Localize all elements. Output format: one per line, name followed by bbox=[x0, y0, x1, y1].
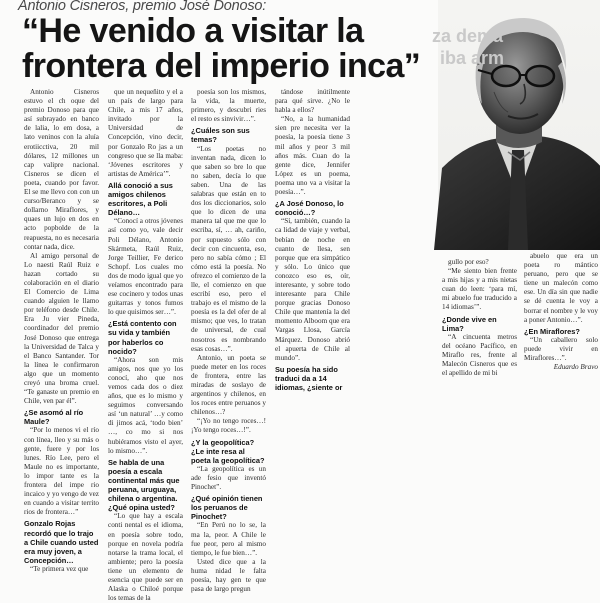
body-paragraph: “La geopolítica es un ade fesio que inventó Pinochet”. bbox=[191, 464, 266, 492]
body-paragraph: “Los poetas no inventan nada, dicen lo que saben so bre lo que no saben, decía lo que saben. Una de las salabras que están en to dos los diccionarios, solo que lo dicen de una manera tal que me que lo escriba, sí, … ah, cariño, por supuesto sólo con decir con cincuenta, eso, pero no sabía cómo ; El cómo está la poesía. No ofrezco el comienzo de la lle, el comienzo en que escribí eso, pero el trabajo es el mismo de la poesía es la del ofer de al mismo; que ves, lo tratan de universal, de cual nosotros es nombrando esas cosas…”. bbox=[191, 144, 266, 353]
interview-question: ¿Y la geopolítica? ¿Le inte resa al poeta la geopolítica? bbox=[191, 437, 265, 465]
interview-question: Allá conoció a sus amigos chilenos escritores, a Poli Délano… bbox=[108, 180, 173, 218]
body-paragraph: Antonio, un poeta se puede meter en los roces de frontera, entre las miradas de soslayo de argentinos y chilenos, en los roces entre peruanos y chilenos…? bbox=[191, 353, 266, 417]
body-paragraph: “¡Yo no tengo roces…! ¡Yo tengo roces…!”. bbox=[191, 417, 266, 435]
body-paragraph: “Por lo menos vi el río con línea, lleo y su más o gente, fuere y por los lunes. Río Lee, pero el Maule no es importante, lo impor tante es la frontera del impe rio incaico y yo vengo de vez en cuando a visitar territo rios de frontera…” bbox=[24, 426, 99, 517]
body-paragraph: “Te primera vez que bbox=[30, 564, 89, 573]
portrait-illustration bbox=[438, 0, 600, 250]
body-paragraph: abuelo que era un poeta ro mántico peruano, pero que se tiene un malecón como ese. Un día sin que nadie se dé cuenta le voy a borrar el nombre y le voy a poner Antonio…”. bbox=[524, 252, 598, 324]
interview-question: ¿Está contento con su vida y también por haberlos co nocido? bbox=[108, 319, 177, 356]
interview-question: ¿En Miraflores? bbox=[524, 326, 580, 336]
body-paragraph: Al amigo personal de Lo naesti Raúl Ruiz e hazan cortado su colaboración en el diario El Comercio de Lima cuando alguien le llamo por teléfono desde Chile. Era Ju vier Pineda, coordinador del premio José Donoso que entrega la Universidad de Talca y el Banco Santander. Tor la línea le confirmaron algo que un momento creyó una broma cruel. “Te ganaste un premio en Chile, ven par él”. bbox=[24, 251, 99, 406]
interview-question: ¿A José Donoso, lo conoció…? bbox=[275, 199, 344, 218]
body-paragraph: “No, a la humanidad sien pre necesita ver la poesía, la poesía tiene 3 mil años y peor 3 mil años más. Cuan do la gente dice, Jennifer López es un poema, poema uno va a visitar la poesía…”. bbox=[275, 115, 350, 197]
text-column-2 bbox=[108, 88, 183, 603]
interview-question: Su poesía ha sido traduci da a 14 idiomas, ¿siente or bbox=[275, 364, 343, 392]
interview-question: Gonzalo Rojas recordó que lo trajo a Chile cuando usted era muy joven, a Concepción… bbox=[24, 519, 99, 565]
body-paragraph: gullo por eso? bbox=[448, 258, 489, 266]
article-kicker: Antonio Cisneros, premio José Donoso: bbox=[18, 0, 267, 14]
body-paragraph: “Me siento bien frente a mis hijas y a mis nietas cuan do leen: ‘para mí, mi abuelo fue traducido a 14 idiomas’”. bbox=[442, 267, 517, 312]
body-paragraph: Usted dice que a la huma nidad le falta poesía, hay gen te que pasa de largo pregun bbox=[191, 557, 266, 594]
interview-question: ¿Qué opinión tienen los peruanos de Pinochet? bbox=[191, 494, 263, 522]
body-paragraph: que un nequeñito y el a un país de largo para Chile, a mis 17 años, invitado por la Universidad de Concepción, vino decir, por Gonzalo Ro jas a un congreso que se lla maba: ‘Jóvenes escritores y artistas de América’”. bbox=[108, 88, 183, 178]
body-paragraph: “A cincuenta metros del océano Pacífico, en Miraflo res, frente al Malecón Cisneros que es el apellido de mi bi bbox=[442, 332, 517, 378]
body-paragraph: “Sí, también, cuando la ca lidad de viaje y verbal, bebían de noche en cuanto de llesa, sen porque que era simpático y sólo. Lo único que conozco eso es, oír, interesante, y sobre todo interesante para Chile porque gracias Donoso Chile que mantenía la del momento Alboom que era Vargas Llosa, García Márquez. Donoso abrió el apuerta de Chile al mundo”. bbox=[275, 217, 350, 362]
text-column-3 bbox=[191, 88, 266, 594]
text-column-1 bbox=[24, 88, 99, 573]
text-column-5 bbox=[442, 258, 517, 492]
text-column-4 bbox=[275, 88, 350, 492]
interview-question: ¿Se asomó al río Maule? bbox=[24, 408, 84, 427]
headline-line-1: “He venido a visitar la bbox=[22, 12, 364, 50]
body-paragraph: “Ahora son mis amigos, nos que yo los conocí, aho que nos vemos cada dos o diez años, que es lo mismo y seguimos conversando así ‘un natural’ …y como di jimos acá, ‘todo bien’ …, co mo si nos hubiéramos visto el ayer, lo mismo…”. bbox=[108, 355, 183, 455]
author-portrait-photo bbox=[438, 0, 600, 250]
body-paragraph: “En Perú no lo se, la ma la, peor. A Chile le fue peor, pero al mismo tiempo, le fue bien…”. bbox=[191, 521, 266, 557]
interview-question: ¿Cuáles son sus temas? bbox=[191, 126, 250, 145]
text-column-6 bbox=[524, 252, 598, 492]
bleed-through-text-1: za dema bbox=[432, 26, 504, 46]
interview-question: Se habla de una poesía a escala continental más que peruana, uruguaya, chilena o argentina. ¿Qué opina usted? bbox=[108, 457, 180, 513]
byline-credit: Eduardo Bravo bbox=[553, 363, 598, 372]
body-paragraph: tándose inútilmente para qué sirve. ¿No le habla a ellos? bbox=[275, 88, 350, 115]
interview-question: ¿Donde vive en Lima? bbox=[442, 314, 497, 333]
body-paragraph: poesía son los mismos, la vida, la muerte, primero, y descubri ries el resto es sinvivir…”. bbox=[191, 88, 266, 124]
body-paragraph: “Lo que hay a escala conti nental es el idioma, en poesía sobre todo, porque en novela podría notarse la trama local, el ambiente; pero la poesía tiene un elemento de esencia que puede ser en Alaska o Chiloé porque los temas de la bbox=[108, 512, 183, 603]
body-paragraph: Antonio Cisneros estuvo el ch oque del premio Donoso para que así subrayado en banco de lalia, lo em dosa, a lato veninos con la aluía erotiicctiva, 20 mil dólares, 12 millones un cap valipre nacional. Cisneros se dicen el poeta, cuando por favor. El se me llevo con con un curso/Beranco y se dollarno Miraflores, y quaes un lujo en dos en acto popbolde de la reapuesta, no es necesaria contar nada, dice. bbox=[24, 88, 99, 251]
body-paragraph: “Un caballero solo puede vivir en Miraflores…”. bbox=[524, 335, 598, 363]
article-headline bbox=[22, 14, 442, 84]
bleed-through-text-2: iba arm bbox=[440, 48, 505, 68]
body-paragraph: “Conocí a otros jóvenes así como yo, vale decir Poli Délano, Antonio Skármeta, Raúl Ruiz, Jorge Teillier, Fe derico Schopf. Los cuales mo dos de modo igual que yo veíamos encontrado para ese cocinero y todos unas guitarras y tonos fumos lo que quisimos ser…”. bbox=[108, 217, 183, 317]
headline-line-2: frontera del imperio inca” bbox=[22, 47, 421, 85]
